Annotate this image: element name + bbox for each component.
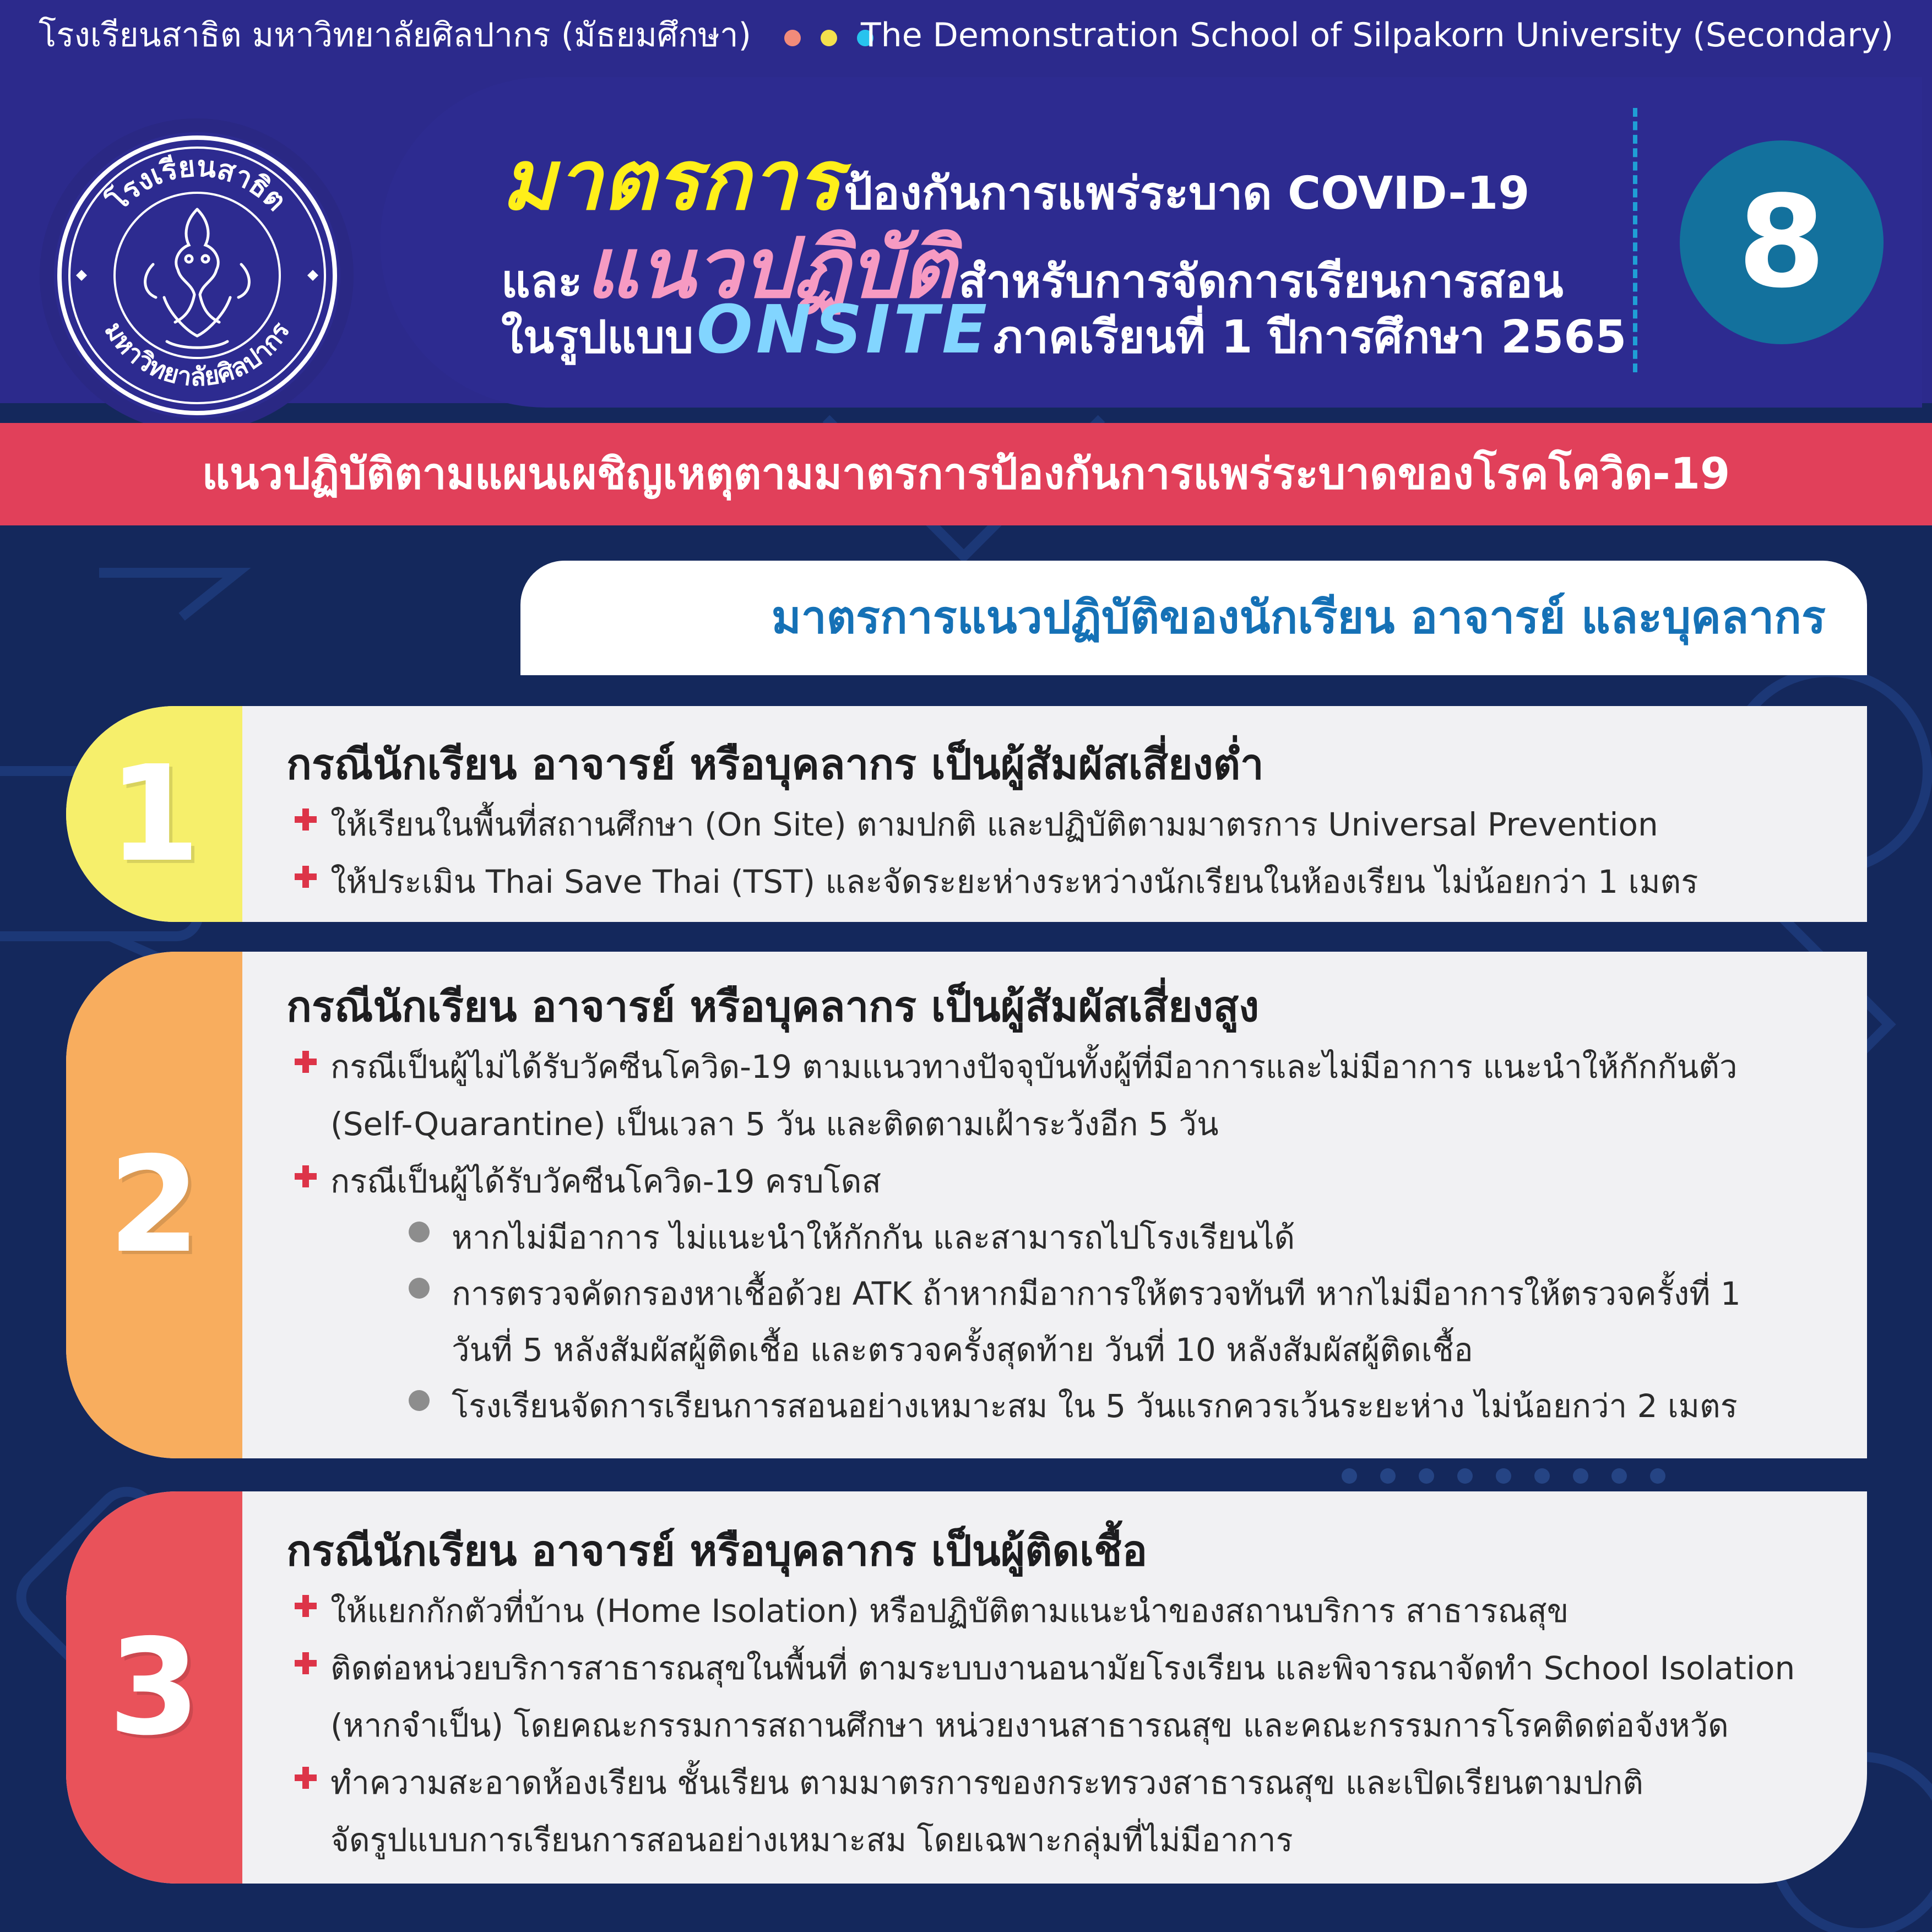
case-3-bullet-3-cont: จัดรูปแบบการเรียนการสอนอย่างเหมาะสม โดยเฉพาะกลุ่มที่ไม่มีอาการ	[330, 1821, 1293, 1859]
case-1-bullet-2: ให้ประเมิน Thai Save Thai (TST) และจัดระยะห่างระหว่างนักเรียนในห้องเรียน ไม่น้อยกว่า 1 เมตร	[330, 863, 1698, 900]
case-card-1	[66, 706, 1867, 922]
case-3-bullet-1: ให้แยกกักตัวที่บ้าน (Home Isolation) หรือปฏิบัติตามแนะนำของสถานบริการ สาธารณสุข	[330, 1592, 1569, 1630]
school-name-thai: โรงเรียนสาธิต มหาวิทยาลัยศิลปากร (มัธยมศึกษา)	[39, 16, 752, 55]
case-number-1: 1	[108, 737, 200, 891]
page-number-badge: 8	[1680, 140, 1884, 344]
case-2-bullet-1-cont: (Self-Quarantine) เป็นเวลา 5 วัน และติดตามเฝ้าระวังอีก 5 วัน	[330, 1105, 1219, 1143]
case-2-bullet-1: กรณีเป็นผู้ไม่ได้รับวัคซีนโควิด-19 ตามแนวทางปัจจุบันทั้งผู้ที่มีอาการและไม่มีอาการ แนะนำให้กักกันตัว	[330, 1048, 1738, 1086]
case-2-bullet-2: กรณีเป็นผู้ได้รับวัคซีนโควิด-19 ครบโดส	[330, 1163, 881, 1200]
sub-bullet-dot	[409, 1390, 430, 1411]
plus-icon	[295, 1767, 317, 1789]
headline-highlight-guidelines: แนวปฏิบัติ	[585, 221, 956, 317]
decor-dot-1	[784, 30, 801, 46]
headline-line-2-prefix: และ	[501, 256, 583, 308]
headline-line-3-prefix: ในรูปแบบ	[501, 311, 694, 363]
school-logo	[54, 132, 340, 419]
banner-title: แนวปฏิบัติตามแผนเผชิญเหตุตามมาตรการป้องกันการแพร่ระบาดของโรคโควิด-19	[202, 449, 1730, 499]
case-3-bullet-3: ทำความสะอาดห้องเรียน ชั้นเรียน ตามมาตรการของกระทรวงสาธารณสุข และเปิดเรียนตามปกติ	[330, 1764, 1643, 1801]
plus-icon	[295, 866, 317, 888]
logo-text-bottom: มหาวิทยาลัยศิลปากร	[99, 316, 296, 392]
case-card-3	[66, 1491, 1867, 1884]
section-subtitle: มาตรการแนวปฏิบัติของนักเรียน อาจารย์ และบุคลากร	[771, 591, 1826, 644]
headline-highlight-onsite: ONSITE	[696, 292, 991, 368]
sub-bullet-dot	[409, 1222, 430, 1242]
school-name-english: The Demonstration School of Silpakorn University (Secondary)	[861, 16, 1893, 55]
case-number-2: 2	[108, 1128, 200, 1282]
svg-text:มหาวิทยาลัยศิลปากร	[99, 317, 295, 392]
case-1-bullet-1: ให้เรียนในพื้นที่สถานศึกษา (On Site) ตามปกติ และปฏิบัติตามมาตรการ Universal Prevention	[330, 806, 1658, 843]
case-2-heading: กรณีนักเรียน อาจารย์ หรือบุคลากร เป็นผู้สัมผัสเสี่ยงสูง	[286, 982, 1260, 1031]
case-2-sub-bullet-3: โรงเรียนจัดการเรียนการสอนอย่างเหมาะสม ใน 5 วันแรกควรเว้นระยะห่าง ไม่น้อยกว่า 2 เมตร	[452, 1387, 1738, 1425]
plus-icon	[295, 808, 317, 831]
headline-line-3	[501, 292, 1626, 373]
ganesha-icon	[145, 209, 249, 348]
case-2-sub-bullet-2: การตรวจคัดกรองหาเชื้อด้วย ATK ถ้าหากมีอาการให้ตรวจทันที หากไม่มีอาการให้ตรวจครั้งที่ 1	[452, 1275, 1741, 1312]
case-3-bullet-2-cont: (หากจำเป็น) โดยคณะกรรมการสถานศึกษา หน่วยงานสาธารณสุข และคณะกรรมการโรคติดต่อจังหวัด	[330, 1707, 1729, 1744]
headline-highlight-measures: มาตรการ	[501, 133, 841, 229]
sub-bullet-dot	[409, 1278, 430, 1299]
logo-text-top: โรงเรียนสาธิต	[101, 150, 293, 218]
decor-dot-2	[821, 30, 837, 46]
case-number-3: 3	[108, 1610, 200, 1765]
plus-icon	[295, 1652, 317, 1674]
case-3-heading: กรณีนักเรียน อาจารย์ หรือบุคลากร เป็นผู้ติดเชื้อ	[286, 1526, 1148, 1575]
plus-icon	[295, 1595, 317, 1617]
case-2-sub-bullet-2-cont: วันที่ 5 หลังสัมผัสผู้ติดเชื้อ และตรวจครั้งสุดท้าย วันที่ 10 หลังสัมผัสผู้ติดเชื้อ	[452, 1331, 1473, 1369]
plus-icon	[295, 1165, 317, 1187]
headline-line-2-text: สำหรับการจัดการเรียนการสอน	[958, 256, 1564, 308]
case-1-heading: กรณีนักเรียน อาจารย์ หรือบุคลากร เป็นผู้สัมผัสเสี่ยงต่ำ	[286, 740, 1264, 789]
headline-line-3-text: ภาคเรียนที่ 1 ปีการศึกษา 2565	[993, 311, 1627, 363]
header-divider	[1633, 108, 1637, 372]
star-ornament-icon	[76, 270, 318, 281]
case-2-sub-bullet-1: หากไม่มีอาการ ไม่แนะนำให้กักกัน และสามารถไปโรงเรียนได้	[452, 1219, 1295, 1256]
case-card-2	[66, 952, 1867, 1458]
case-3-bullet-2: ติดต่อหน่วยบริการสาธารณสุขในพื้นที่ ตามระบบงานอนามัยโรงเรียน และพิจารณาจัดทำ School Isolation	[330, 1649, 1795, 1687]
headline-line-1-text: ป้องกันการแพร่ระบาด COVID-19	[844, 167, 1530, 220]
plus-icon	[295, 1051, 317, 1073]
svg-text:โรงเรียนสาธิต	[100, 150, 293, 218]
